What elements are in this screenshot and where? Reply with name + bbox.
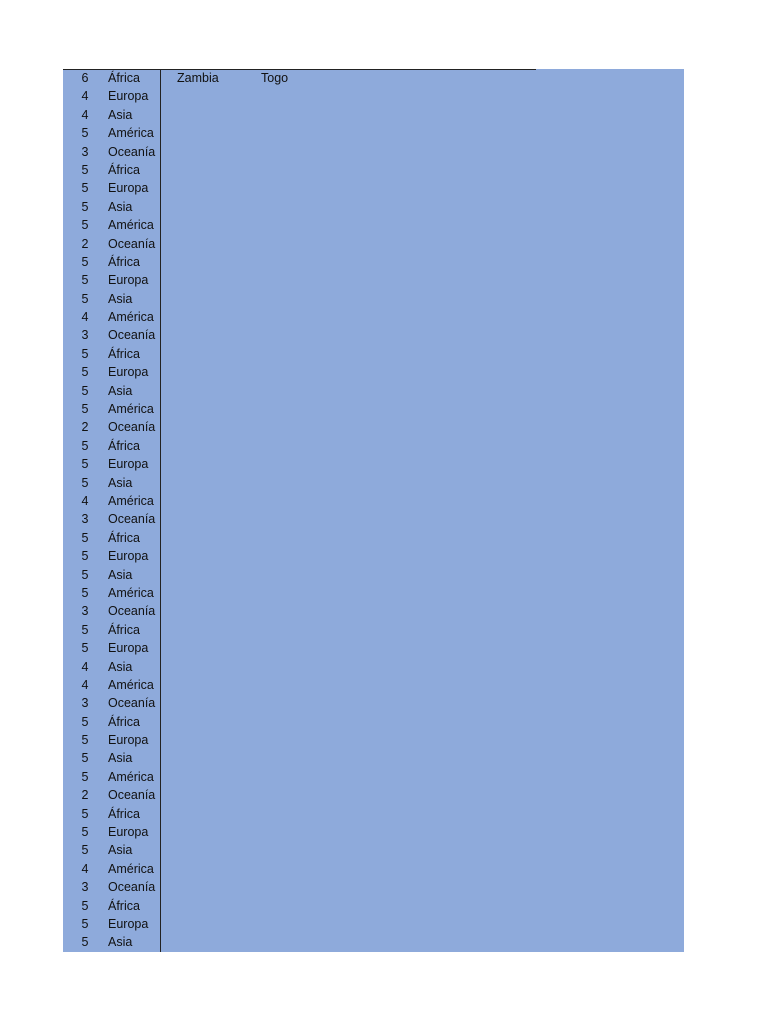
cell-number[interactable]: 3 <box>81 144 89 159</box>
cell-number[interactable]: 4 <box>81 677 89 692</box>
table-row <box>63 143 160 161</box>
cell-number[interactable]: 5 <box>81 254 89 269</box>
table-row <box>63 749 160 767</box>
cell-region[interactable]: América <box>108 861 154 876</box>
cell-region[interactable]: América <box>108 218 154 233</box>
cell-region[interactable]: África <box>108 530 140 545</box>
cell-region[interactable]: Europa <box>108 733 149 748</box>
cell-region[interactable]: América <box>108 126 154 141</box>
table-row <box>63 400 160 418</box>
cell-region[interactable]: Asia <box>108 291 133 306</box>
cell-number[interactable]: 4 <box>81 861 89 876</box>
table-row <box>63 713 160 731</box>
table-row <box>63 106 160 124</box>
table-row <box>63 823 160 841</box>
cell-region[interactable]: Oceanía <box>108 420 156 435</box>
table-row <box>63 547 160 565</box>
cell-region[interactable]: África <box>108 254 140 269</box>
cell-country-2[interactable]: Togo <box>261 71 289 85</box>
table-row <box>63 510 160 528</box>
cell-number[interactable]: 5 <box>81 714 89 729</box>
table-row <box>63 326 160 344</box>
cell-number[interactable]: 5 <box>81 218 89 233</box>
cell-number[interactable]: 3 <box>81 604 89 619</box>
cell-number[interactable]: 6 <box>81 71 89 85</box>
cell-region[interactable]: Oceanía <box>108 788 156 803</box>
table-row <box>63 179 160 197</box>
cell-number[interactable]: 5 <box>81 567 89 582</box>
table-row <box>63 345 160 363</box>
table-row <box>63 933 160 951</box>
cell-number[interactable]: 5 <box>81 199 89 214</box>
table-row <box>63 474 160 492</box>
cell-number[interactable]: 5 <box>81 733 89 748</box>
cell-region[interactable]: América <box>108 402 154 417</box>
cell-region[interactable]: África <box>108 806 140 821</box>
cell-number[interactable]: 2 <box>81 788 89 803</box>
cell-number[interactable]: 3 <box>81 880 89 895</box>
cell-region[interactable]: Asia <box>108 935 133 950</box>
cell-region[interactable]: Europa <box>108 641 149 656</box>
cell-region[interactable]: Europa <box>108 825 149 840</box>
cell-number[interactable]: 5 <box>81 291 89 306</box>
table-row <box>63 437 160 455</box>
cell-region[interactable]: América <box>108 585 154 600</box>
cell-region[interactable]: Asia <box>108 843 133 858</box>
cell-region[interactable]: Asia <box>108 383 133 398</box>
cell-number[interactable]: 5 <box>81 622 89 637</box>
cell-number[interactable]: 5 <box>81 825 89 840</box>
table-row <box>63 621 160 639</box>
cell-number[interactable]: 5 <box>81 751 89 766</box>
table-row <box>63 584 160 602</box>
cell-number[interactable]: 5 <box>81 769 89 784</box>
cell-number[interactable]: 5 <box>81 530 89 545</box>
cell-region[interactable]: Asia <box>108 199 133 214</box>
table-row <box>63 768 160 786</box>
cell-region[interactable]: Oceanía <box>108 236 156 251</box>
cell-number[interactable]: 4 <box>81 493 89 508</box>
cell-region[interactable]: Europa <box>108 181 149 196</box>
cell-number[interactable]: 2 <box>81 420 89 435</box>
table-row <box>63 198 160 216</box>
table-row <box>63 639 160 657</box>
cell-region[interactable]: Europa <box>108 549 149 564</box>
cell-number[interactable]: 5 <box>81 346 89 361</box>
table-row <box>63 878 160 896</box>
table-row <box>63 676 160 694</box>
cell-number[interactable]: 5 <box>81 475 89 490</box>
cell-number[interactable]: 5 <box>81 935 89 950</box>
cell-region[interactable]: África <box>108 438 140 453</box>
cell-number[interactable]: 5 <box>81 273 89 288</box>
table-row <box>63 235 160 253</box>
table-row <box>63 271 160 289</box>
cell-region[interactable]: Oceanía <box>108 512 156 527</box>
table-row <box>63 731 160 749</box>
cell-region[interactable]: África <box>108 714 140 729</box>
table-row <box>63 566 160 584</box>
table-row <box>63 915 160 933</box>
table-row <box>63 69 160 87</box>
cell-region[interactable]: Europa <box>108 916 149 931</box>
cell-number[interactable]: 5 <box>81 365 89 380</box>
cell-number[interactable]: 5 <box>81 549 89 564</box>
cell-number[interactable]: 5 <box>81 181 89 196</box>
cell-number[interactable]: 3 <box>81 328 89 343</box>
table-row <box>63 786 160 804</box>
cell-country-1[interactable]: Zambia <box>177 71 219 85</box>
cell-region[interactable]: Oceanía <box>108 144 156 159</box>
cell-region[interactable]: América <box>108 493 154 508</box>
table-row <box>63 860 160 878</box>
cell-number[interactable]: 4 <box>81 89 89 104</box>
cell-region[interactable]: África <box>108 346 140 361</box>
spreadsheet-range <box>63 69 684 952</box>
table-row <box>63 455 160 473</box>
table-row <box>63 124 160 142</box>
table-row <box>63 290 160 308</box>
table-row <box>63 529 160 547</box>
table-row <box>63 694 160 712</box>
cell-number[interactable]: 5 <box>81 402 89 417</box>
cell-region[interactable]: Europa <box>108 273 149 288</box>
cell-number[interactable]: 5 <box>81 585 89 600</box>
cell-number[interactable]: 2 <box>81 236 89 251</box>
cell-number[interactable]: 5 <box>81 641 89 656</box>
cell-region[interactable]: Asia <box>108 107 133 122</box>
table-row <box>63 363 160 381</box>
cell-number[interactable]: 5 <box>81 898 89 913</box>
cell-region[interactable]: África <box>108 162 140 177</box>
cell-region[interactable]: Asia <box>108 751 133 766</box>
table-row <box>63 418 160 436</box>
table-row <box>63 161 160 179</box>
table-row <box>63 492 160 510</box>
cell-region[interactable]: África <box>108 898 140 913</box>
cell-region[interactable]: América <box>108 769 154 784</box>
column-divider <box>160 69 161 952</box>
cell-region[interactable]: Oceanía <box>108 696 156 711</box>
table-row <box>63 805 160 823</box>
cell-number[interactable]: 3 <box>81 696 89 711</box>
data-rows <box>63 69 160 952</box>
table-row <box>63 87 160 105</box>
cell-region[interactable]: Oceanía <box>108 328 156 343</box>
table-row <box>63 253 160 271</box>
cell-number[interactable]: 3 <box>81 512 89 527</box>
cell-region[interactable]: Oceanía <box>108 604 156 619</box>
cell-region[interactable]: Asia <box>108 475 133 490</box>
table-row <box>63 897 160 915</box>
table-row <box>63 841 160 859</box>
table-row <box>63 658 160 676</box>
table-row <box>63 216 160 234</box>
cell-number[interactable]: 5 <box>81 438 89 453</box>
cell-region[interactable]: Europa <box>108 457 149 472</box>
cell-number[interactable]: 5 <box>81 843 89 858</box>
cell-number[interactable]: 4 <box>81 310 89 325</box>
cell-region[interactable]: África <box>108 71 140 85</box>
cell-region[interactable]: América <box>108 310 154 325</box>
cell-number[interactable]: 4 <box>81 659 89 674</box>
cell-region[interactable]: América <box>108 677 154 692</box>
cell-region[interactable]: Europa <box>108 89 149 104</box>
cell-region[interactable]: Asia <box>108 659 133 674</box>
cell-number[interactable]: 4 <box>81 107 89 122</box>
table-row <box>63 308 160 326</box>
cell-region[interactable]: Europa <box>108 365 149 380</box>
cell-number[interactable]: 5 <box>81 457 89 472</box>
cell-region[interactable]: Oceanía <box>108 880 156 895</box>
cell-number[interactable]: 5 <box>81 162 89 177</box>
cell-number[interactable]: 5 <box>81 126 89 141</box>
table-row <box>63 382 160 400</box>
cell-region[interactable]: África <box>108 622 140 637</box>
cell-number[interactable]: 5 <box>81 383 89 398</box>
cell-number[interactable]: 5 <box>81 916 89 931</box>
table-row <box>63 602 160 620</box>
cell-number[interactable]: 5 <box>81 806 89 821</box>
cell-region[interactable]: Asia <box>108 567 133 582</box>
